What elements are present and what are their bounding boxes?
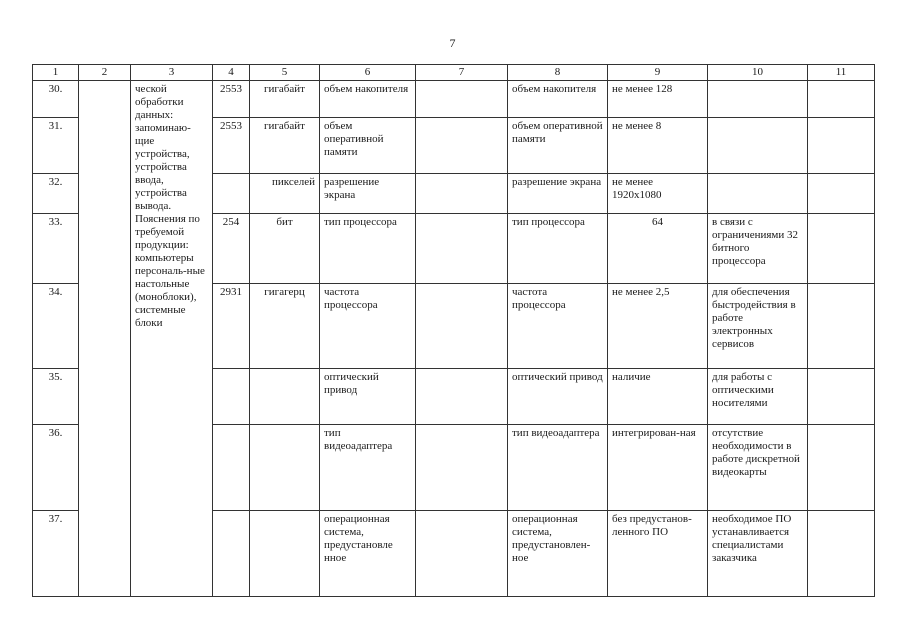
specification-table	[32, 64, 875, 597]
col11-cell	[808, 81, 875, 118]
unit-cell: гигабайт	[250, 118, 320, 174]
row-number: 33.	[33, 214, 79, 284]
row-number: 37.	[33, 511, 79, 597]
table-header-row	[33, 65, 875, 81]
characteristic-name-cell: разрешение экрана	[508, 174, 608, 214]
justification-cell: отсутствие необходимости в работе дискретной видеокарты	[708, 425, 808, 511]
value-cell: 64	[608, 214, 708, 284]
col7-cell	[416, 425, 508, 511]
characteristic-cell: объем оперативной памяти	[320, 118, 416, 174]
value-cell: не менее 2,5	[608, 284, 708, 369]
characteristic-cell: операционная система, предустановле нное	[320, 511, 416, 597]
unit-cell	[250, 425, 320, 511]
value-cell: интегрирован-ная	[608, 425, 708, 511]
okei-code-cell	[213, 369, 250, 425]
characteristic-name-cell: операционная система, предустановлен-ное	[508, 511, 608, 597]
unit-cell: гигабайт	[250, 81, 320, 118]
okei-code-cell	[213, 425, 250, 511]
header-cell-8: 8	[508, 65, 608, 81]
characteristic-cell: объем накопителя	[320, 81, 416, 118]
characteristic-cell: тип видеоадаптера	[320, 425, 416, 511]
characteristic-name-cell: объем накопителя	[508, 81, 608, 118]
col11-cell	[808, 214, 875, 284]
unit-cell: бит	[250, 214, 320, 284]
unit-cell	[250, 369, 320, 425]
value-cell: не менее 1920x1080	[608, 174, 708, 214]
justification-cell: для работы с оптическими носителями	[708, 369, 808, 425]
header-cell-5: 5	[250, 65, 320, 81]
col7-cell	[416, 284, 508, 369]
value-cell: не менее 8	[608, 118, 708, 174]
col7-cell	[416, 174, 508, 214]
justification-cell: в связи с ограничениями 32 битного процессора	[708, 214, 808, 284]
characteristic-name-cell: частота процессора	[508, 284, 608, 369]
col11-cell	[808, 425, 875, 511]
value-cell: без предустанов-ленного ПО	[608, 511, 708, 597]
row-number: 34.	[33, 284, 79, 369]
col11-cell	[808, 511, 875, 597]
characteristic-name-cell: оптический привод	[508, 369, 608, 425]
justification-cell: необходимое ПО устанавливается специалистами заказчика	[708, 511, 808, 597]
okei-code-cell: 2553	[213, 81, 250, 118]
row-number: 30.	[33, 81, 79, 118]
header-cell-2: 2	[79, 65, 131, 81]
characteristic-name-cell: объем оперативной памяти	[508, 118, 608, 174]
header-cell-10: 10	[708, 65, 808, 81]
header-cell-9: 9	[608, 65, 708, 81]
characteristic-cell: тип процессора	[320, 214, 416, 284]
okei-code-cell: 2553	[213, 118, 250, 174]
characteristic-cell: разрешение экрана	[320, 174, 416, 214]
justification-cell: для обеспечения быстродействия в работе электронных сервисов	[708, 284, 808, 369]
unit-cell	[250, 511, 320, 597]
justification-cell	[708, 81, 808, 118]
table-row	[33, 81, 875, 118]
justification-cell	[708, 174, 808, 214]
row-number: 31.	[33, 118, 79, 174]
characteristic-name-cell: тип процессора	[508, 214, 608, 284]
row-number: 35.	[33, 369, 79, 425]
col7-cell	[416, 81, 508, 118]
col7-cell	[416, 118, 508, 174]
characteristic-cell: частота процессора	[320, 284, 416, 369]
characteristic-cell: оптический привод	[320, 369, 416, 425]
merged-col2-cell	[79, 81, 131, 597]
characteristic-name-cell: тип видеоадаптера	[508, 425, 608, 511]
okei-code-cell	[213, 174, 250, 214]
row-number: 32.	[33, 174, 79, 214]
header-cell-6: 6	[320, 65, 416, 81]
okei-code-cell: 2931	[213, 284, 250, 369]
product-description-cell: ческой обработки данных: запоминаю-щие устройства, устройства ввода, устройства вывода. Пояснения по требуемой продукции: компьютеры персональ-ные настольные (моноблоки), системные блоки	[131, 81, 213, 597]
value-cell: не менее 128	[608, 81, 708, 118]
header-cell-11: 11	[808, 65, 875, 81]
header-cell-1: 1	[33, 65, 79, 81]
value-cell: наличие	[608, 369, 708, 425]
justification-cell	[708, 118, 808, 174]
unit-cell: гигагерц	[250, 284, 320, 369]
col7-cell	[416, 214, 508, 284]
okei-code-cell	[213, 511, 250, 597]
col11-cell	[808, 369, 875, 425]
page-number: 7	[449, 36, 456, 50]
okei-code-cell: 254	[213, 214, 250, 284]
col7-cell	[416, 511, 508, 597]
unit-cell: пикселей	[250, 174, 320, 214]
row-number: 36.	[33, 425, 79, 511]
col11-cell	[808, 174, 875, 214]
col7-cell	[416, 369, 508, 425]
header-cell-3: 3	[131, 65, 213, 81]
header-cell-7: 7	[416, 65, 508, 81]
col11-cell	[808, 118, 875, 174]
col11-cell	[808, 284, 875, 369]
header-cell-4: 4	[213, 65, 250, 81]
